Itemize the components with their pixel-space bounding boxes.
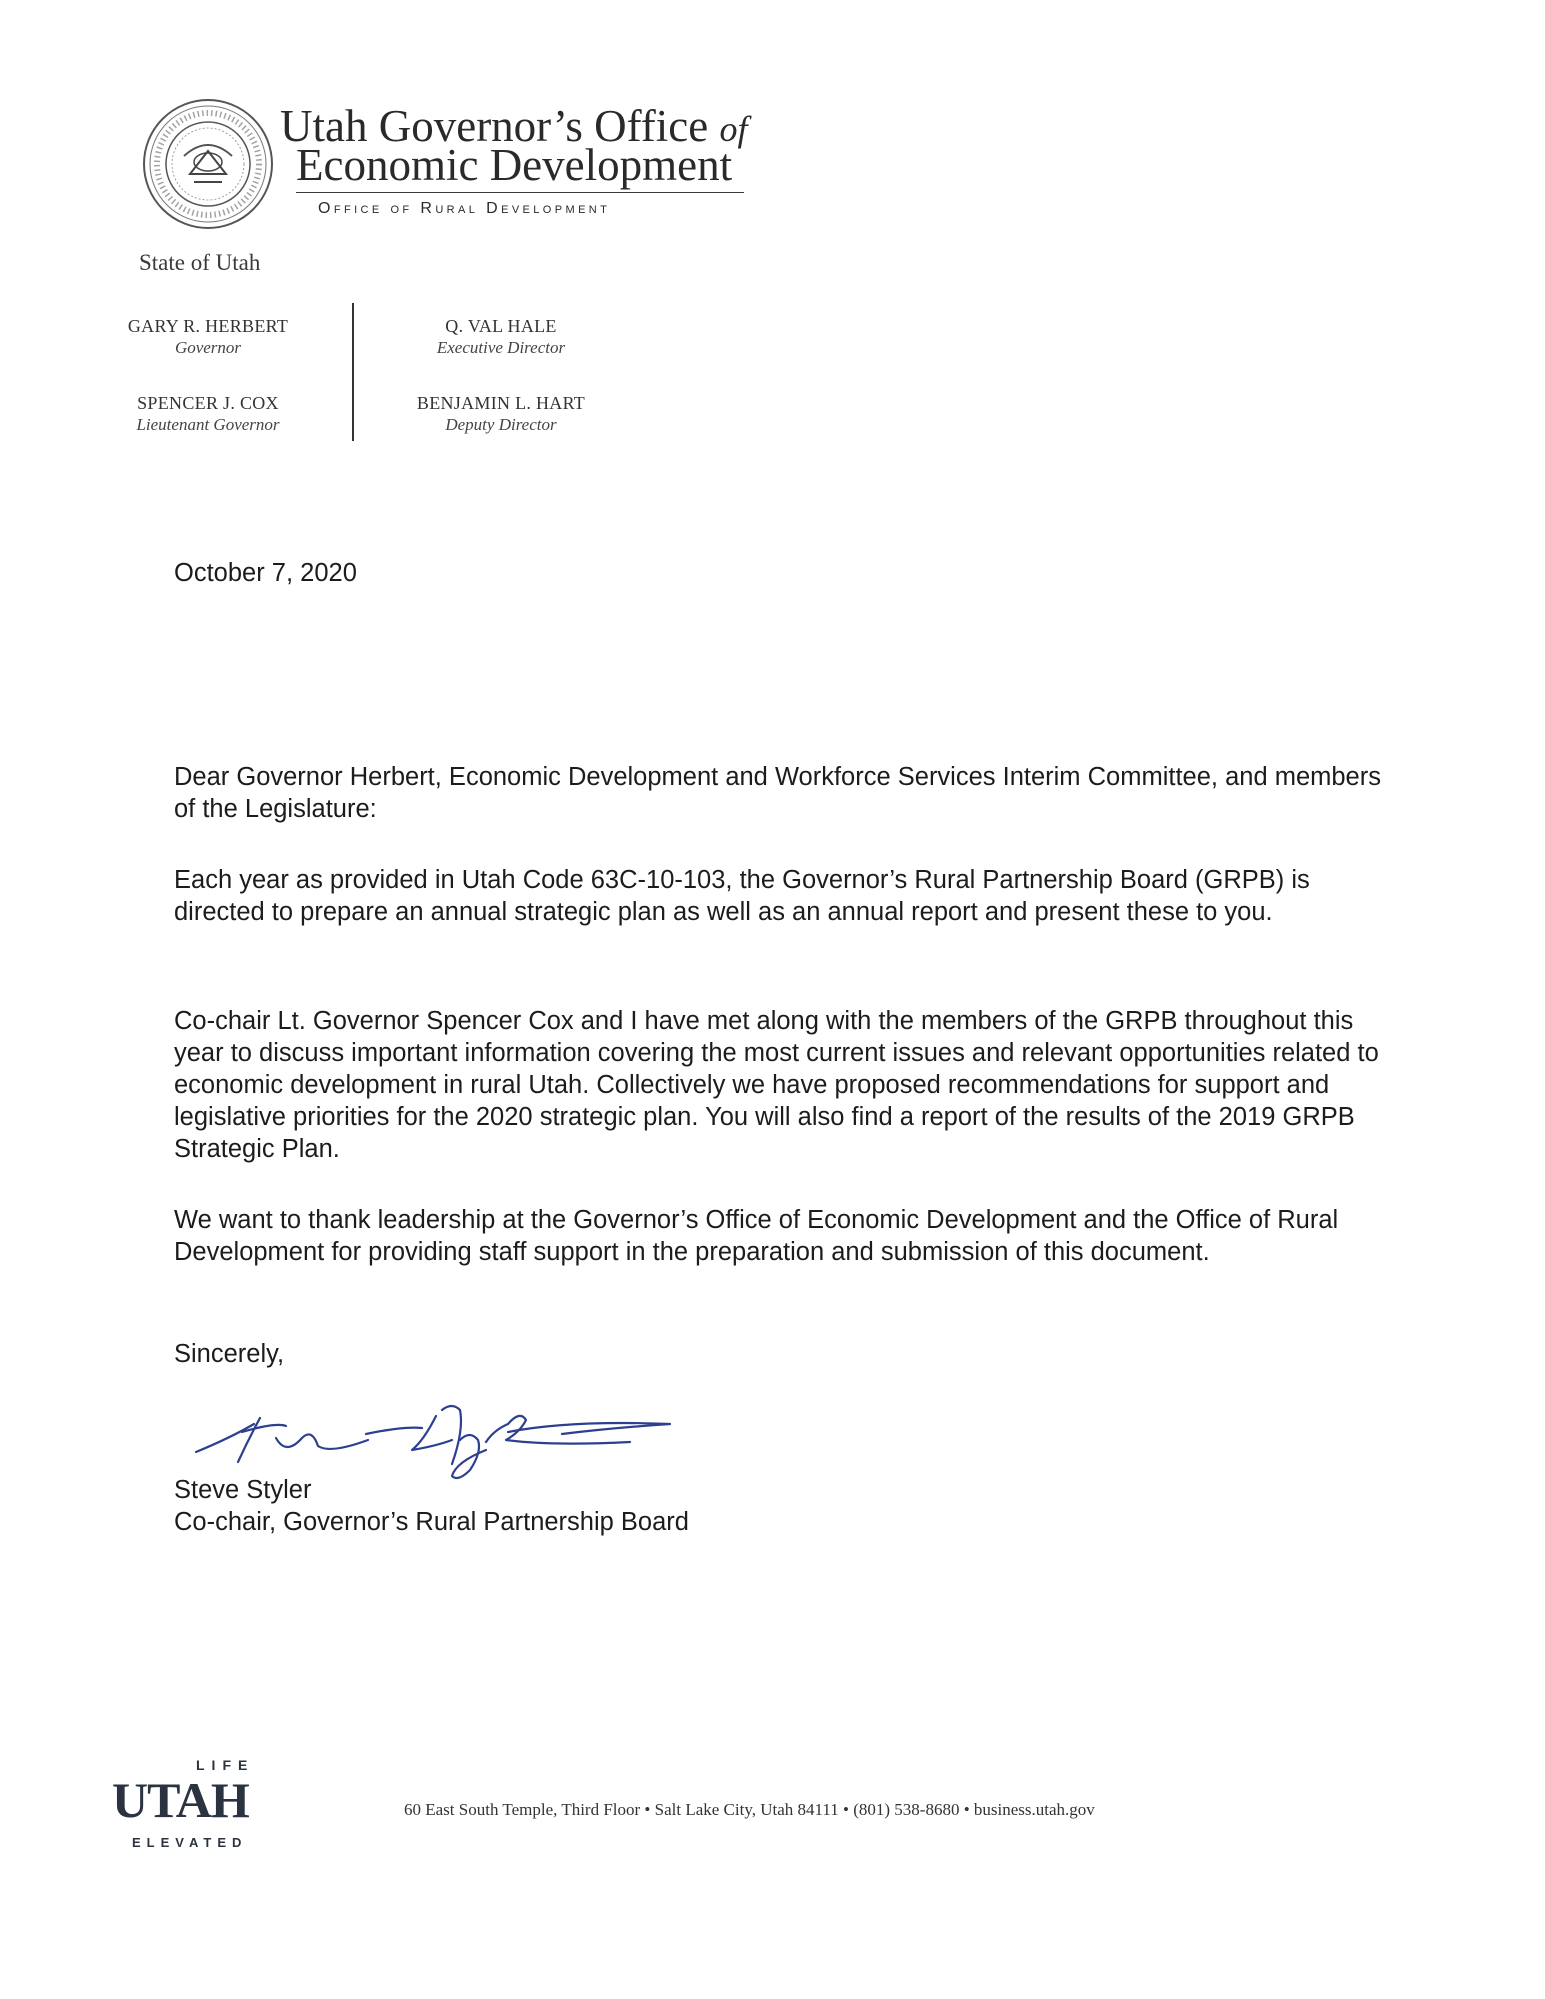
state-seal-icon	[140, 96, 276, 232]
official-title: Executive Director	[436, 338, 566, 357]
paragraph: Co-chair Lt. Governor Spencer Cox and I have met along with the members of the GRPB throughout this year to discuss important information covering the most current issues and relevant opportunities related to economic development in rural Utah. Collectively we have proposed recommendations for support and legislative priorities for the 2020 strategic plan. You will also find a report of the results of the 2019 GRPB Strategic Plan.	[174, 1007, 1379, 1163]
officials-right	[396, 315, 606, 435]
logo-elevated: ELEVATED	[132, 1835, 248, 1850]
utah-logo: UTAH	[112, 1772, 249, 1828]
office-name: Office of Rural Development	[318, 200, 611, 217]
letter-date: October 7, 2020	[174, 559, 357, 587]
letterhead-rule	[296, 192, 744, 193]
org-name-line1: Utah Governor’s Office of	[280, 101, 748, 151]
paragraph: We want to thank leadership at the Governor’s Office of Economic Development and the Office of Rural Development for providing staff support in the preparation and submission of this document.	[174, 1206, 1339, 1266]
signer-name: Steve Styler	[174, 1476, 312, 1504]
org-name-line2: Economic Development	[296, 140, 733, 190]
official-name: BENJAMIN L. HART	[416, 393, 586, 413]
state-label: State of Utah	[139, 250, 261, 275]
official-title: Deputy Director	[445, 415, 557, 434]
officials-divider	[352, 303, 354, 441]
footer-address: 60 East South Temple, Third Floor • Salt Lake City, Utah 84111 • (801) 538-8680 • business.utah.gov	[404, 1800, 1095, 1819]
org-name-of: of	[719, 109, 748, 149]
official-block	[396, 315, 606, 358]
official-name: GARY R. HERBERT	[127, 316, 289, 336]
signer-title: Co-chair, Governor’s Rural Partnership Board	[174, 1508, 689, 1536]
official-name: Q. VAL HALE	[445, 316, 557, 336]
logo-life: LIFE	[196, 1757, 255, 1773]
closing: Sincerely,	[174, 1340, 285, 1368]
officials-left	[108, 315, 308, 435]
salutation: Dear Governor Herbert, Economic Development and Workforce Services Interim Committee, and members of the Legislature:	[174, 763, 1381, 823]
official-block	[396, 392, 606, 435]
official-name: SPENCER J. COX	[137, 393, 279, 413]
official-block	[108, 392, 308, 435]
official-block	[108, 315, 308, 358]
official-title: Governor	[174, 338, 242, 357]
paragraph: Each year as provided in Utah Code 63C-10-103, the Governor’s Rural Partnership Board (GRPB) is directed to prepare an annual strategic plan as well as an annual report and present these to you.	[174, 866, 1310, 926]
official-title: Lieutenant Governor	[136, 415, 280, 434]
